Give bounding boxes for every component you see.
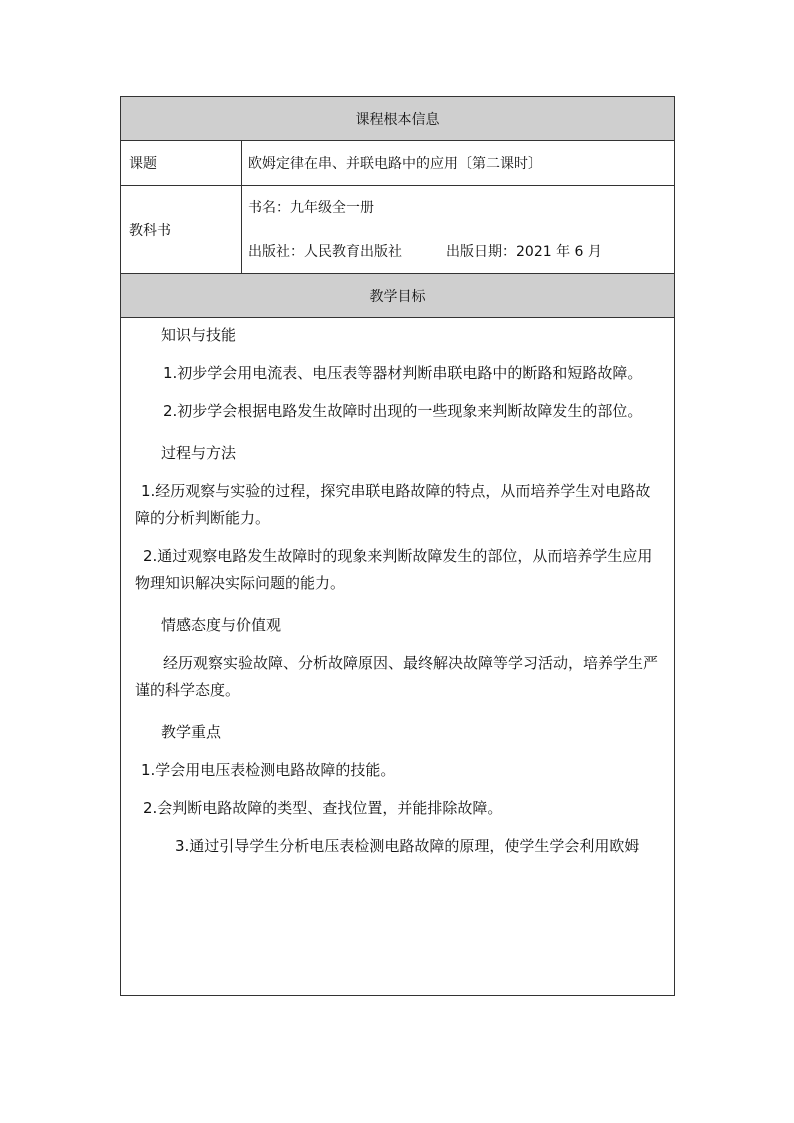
topic-label: 课题 xyxy=(121,141,242,186)
topic-value: 欧姆定律在串、并联电路中的应用〔第二课时〕 xyxy=(242,141,675,186)
textbook-info xyxy=(242,186,675,274)
textbook-label: 教科书 xyxy=(121,186,242,274)
emotion-item-1: 经历观察实验故障、分析故障原因、最终解决故障等学习活动，培养学生严谨的科学态度。 xyxy=(135,654,659,699)
knowledge-heading: 知识与技能 xyxy=(161,326,237,344)
process-item-1: 1.经历观察与实验的过程，探究串联电路故障的特点，从而培养学生对电路故障的分析判断能力。 xyxy=(135,482,651,527)
basic-info-header: 课程根本信息 xyxy=(121,97,675,141)
lesson-plan-table-container xyxy=(120,96,674,996)
objectives-body xyxy=(121,318,675,996)
key-point-2: 2.会判断电路故障的类型、查找位置，并能排除故障。 xyxy=(143,799,503,817)
process-heading: 过程与方法 xyxy=(161,444,237,462)
process-item-2: 2.通过观察电路发生故障时的现象来判断故障发生的部位，从而培养学生应用物理知识解决实际问题的能力。 xyxy=(135,547,653,592)
emotion-heading: 情感态度与价值观 xyxy=(161,616,282,634)
key-point-1: 1.学会用电压表检测电路故障的技能。 xyxy=(141,761,396,779)
publisher: 出版社：人民教育出版社 xyxy=(248,243,402,260)
objectives-header: 教学目标 xyxy=(121,274,675,318)
publication-line xyxy=(248,241,674,263)
knowledge-item-2: 2.初步学会根据电路发生故障时出现的一些现象来判断故障发生的部位。 xyxy=(163,402,643,420)
key-points-heading: 教学重点 xyxy=(161,723,222,741)
knowledge-item-1: 1.初步学会用电流表、电压表等器材判断串联电路中的断路和短路故障。 xyxy=(163,364,643,382)
lesson-plan-table xyxy=(120,96,675,996)
publish-date: 出版日期：2021 年 6 月 xyxy=(446,243,602,260)
book-name: 书名：九年级全一册 xyxy=(248,199,374,216)
key-point-3: 3.通过引导学生分析电压表检测电路故障的原理，使学生学会利用欧姆 xyxy=(175,837,640,855)
